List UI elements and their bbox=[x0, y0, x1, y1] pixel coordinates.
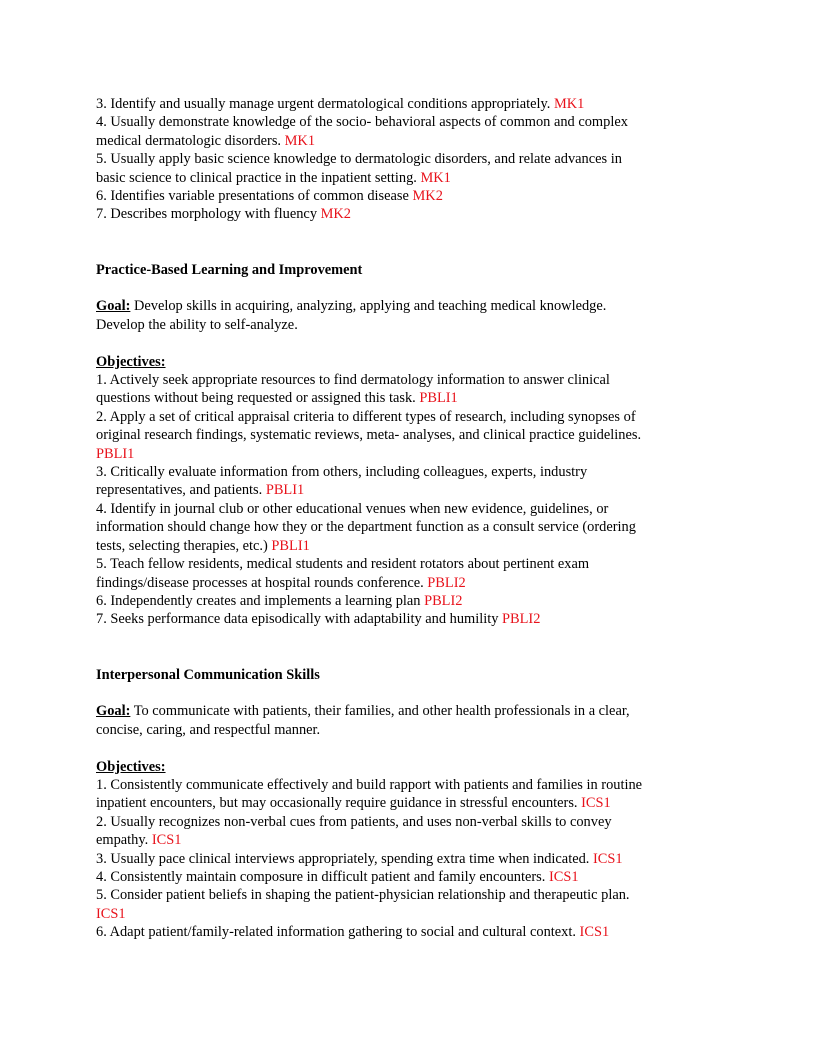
objective-text: 7. Describes morphology with fluency bbox=[96, 206, 321, 223]
competency-code: ICS1 bbox=[579, 924, 610, 941]
pbli-goal-text-2: Develop the ability to self-analyze. bbox=[96, 316, 298, 333]
competency-code: MK1 bbox=[420, 169, 451, 186]
competency-code: PBLI2 bbox=[427, 574, 466, 591]
competency-code: PBLI1 bbox=[96, 445, 135, 462]
objective-text: tests, selecting therapies, etc.) bbox=[96, 537, 272, 554]
objective-item bbox=[96, 205, 720, 223]
ics-goal-label: Goal: bbox=[96, 703, 131, 720]
objective-text: 5. Consider patient beliefs in shaping the patient-physician relationship and therapeutic plan. bbox=[96, 887, 630, 904]
competency-code: MK2 bbox=[320, 206, 351, 223]
objective-text: 2. Usually recognizes non-verbal cues from patients, and uses non-verbal skills to convey bbox=[96, 813, 612, 830]
medical-knowledge-objectives bbox=[96, 95, 720, 224]
objective-item bbox=[96, 150, 720, 187]
objective-text: 3. Usually pace clinical interviews appropriately, spending extra time when indicated. bbox=[96, 850, 593, 867]
competency-code: PBLI2 bbox=[424, 592, 463, 609]
ics-goal-text: To communicate with patients, their families, and other health professionals in a clear, bbox=[130, 703, 630, 720]
competency-code: PBLI1 bbox=[265, 482, 305, 499]
objective-item bbox=[96, 371, 720, 408]
competency-code: ICS1 bbox=[151, 832, 182, 849]
objective-item bbox=[96, 886, 720, 923]
objective-text: information should change how they or the department function as a consult service (ordering bbox=[96, 519, 636, 536]
objective-text: empathy. bbox=[96, 832, 152, 849]
objective-item bbox=[96, 408, 720, 463]
competency-code: PBLI1 bbox=[271, 537, 310, 554]
objective-item bbox=[96, 555, 720, 592]
objective-text: basic science to clinical practice in the inpatient setting. bbox=[96, 169, 421, 186]
objective-item bbox=[96, 923, 720, 941]
pbli-heading: Practice-Based Learning and Improvement bbox=[96, 261, 363, 278]
competency-code: MK1 bbox=[284, 132, 316, 149]
objective-text: 7. Seeks performance data episodically with adaptability and humility bbox=[96, 611, 503, 628]
pbli-goal-text: Develop skills in acquiring, analyzing, applying and teaching medical knowledge. bbox=[130, 298, 607, 315]
ics-objectives bbox=[96, 776, 720, 942]
objective-text: 5. Usually apply basic science knowledge to dermatologic disorders, and relate advances in bbox=[96, 151, 622, 168]
objective-item bbox=[96, 592, 720, 610]
competency-code: ICS1 bbox=[96, 905, 126, 922]
ics-goal-text-2: concise, caring, and respectful manner. bbox=[96, 721, 321, 738]
competency-code: ICS1 bbox=[581, 795, 611, 812]
objective-text: 3. Critically evaluate information from others, including colleagues, experts, industry bbox=[96, 464, 588, 481]
objective-text: 6. Adapt patient/family-related information gathering to social and cultural context. bbox=[96, 924, 580, 941]
competency-code: PBLI2 bbox=[502, 611, 541, 628]
objective-item bbox=[96, 868, 720, 886]
competency-code: ICS1 bbox=[548, 868, 579, 885]
objective-text: 1. Actively seek appropriate resources to find dermatology information to answer clinical bbox=[96, 372, 610, 389]
objective-text: findings/disease processes at hospital rounds conference. bbox=[96, 574, 428, 591]
objective-text: 6. Independently creates and implements a learning plan bbox=[96, 592, 425, 609]
competency-code: MK1 bbox=[553, 96, 585, 112]
objective-text: inpatient encounters, but may occasionally require guidance in stressful encounters. bbox=[96, 795, 582, 812]
objective-text: 4. Identify in journal club or other educational venues when new evidence, guidelines, or bbox=[96, 500, 609, 517]
objective-item bbox=[96, 610, 720, 628]
objective-item bbox=[96, 463, 720, 500]
objective-text: 4. Consistently maintain composure in difficult patient and family encounters. bbox=[96, 868, 549, 885]
objective-item bbox=[96, 776, 720, 813]
ics-objectives-label: Objectives: bbox=[96, 758, 166, 775]
objective-item bbox=[96, 500, 720, 555]
pbli-goal-label: Goal: bbox=[96, 298, 131, 315]
objective-text: 5. Teach fellow residents, medical students and resident rotators about pertinent exam bbox=[96, 556, 590, 573]
objective-text: 1. Consistently communicate effectively and build rapport with patients and families in routine bbox=[96, 776, 643, 793]
competency-code: PBLI1 bbox=[419, 390, 458, 407]
competency-code: MK2 bbox=[412, 188, 443, 205]
competency-code: ICS1 bbox=[592, 850, 623, 867]
pbli-objectives-label: Objectives: bbox=[96, 353, 166, 370]
objective-item bbox=[96, 113, 720, 150]
objective-text: 4. Usually demonstrate knowledge of the socio- behavioral aspects of common and complex bbox=[96, 114, 628, 131]
pbli-goal bbox=[96, 297, 720, 334]
objective-item bbox=[96, 813, 720, 850]
objective-item bbox=[96, 850, 720, 868]
objective-text: medical dermatologic disorders. bbox=[96, 132, 285, 149]
objective-item bbox=[96, 95, 720, 113]
objective-text: questions without being requested or assigned this task. bbox=[96, 390, 420, 407]
pbli-objectives bbox=[96, 371, 720, 629]
objective-text: 2. Apply a set of critical appraisal criteria to different types of research, including synopses of bbox=[96, 408, 636, 425]
ics-goal bbox=[96, 702, 720, 739]
objective-item bbox=[96, 187, 720, 205]
objective-text: original research findings, systematic reviews, meta- analyses, and clinical practice guidelines. bbox=[96, 427, 642, 444]
objective-text: representatives, and patients. bbox=[96, 482, 266, 499]
ics-heading: Interpersonal Communication Skills bbox=[96, 666, 320, 683]
objective-text: 3. Identify and usually manage urgent dermatological conditions appropriately. bbox=[96, 96, 554, 112]
document-body bbox=[96, 95, 720, 942]
objective-text: 6. Identifies variable presentations of common disease bbox=[96, 188, 413, 205]
